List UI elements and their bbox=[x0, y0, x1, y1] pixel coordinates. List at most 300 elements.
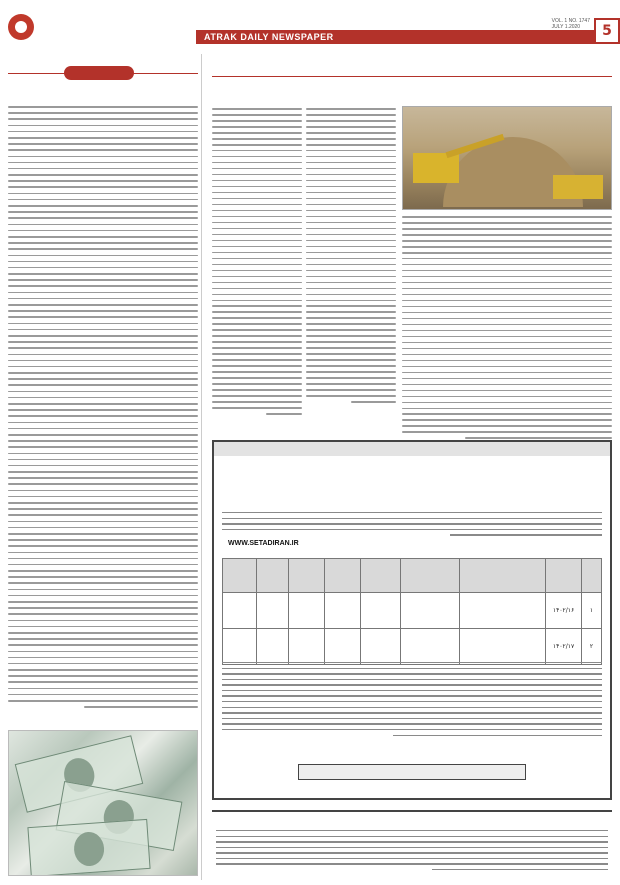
text-line-placeholder bbox=[8, 285, 198, 287]
text-line-placeholder bbox=[212, 186, 302, 188]
masthead bbox=[0, 0, 620, 52]
text-line-placeholder bbox=[8, 347, 198, 349]
table-header-row bbox=[223, 559, 602, 593]
text-line-placeholder bbox=[306, 383, 396, 385]
cell-tender-number: ۱۴۰۲/۱۷ bbox=[546, 629, 582, 665]
text-line-placeholder bbox=[402, 360, 612, 362]
text-line-placeholder bbox=[8, 465, 198, 467]
text-line-placeholder bbox=[306, 168, 396, 170]
text-line-placeholder bbox=[306, 240, 396, 242]
text-line-placeholder bbox=[432, 869, 608, 870]
text-line-placeholder bbox=[306, 335, 396, 337]
text-line-placeholder bbox=[8, 372, 198, 374]
text-line-placeholder bbox=[212, 365, 302, 367]
cell-bid-open bbox=[223, 629, 257, 665]
text-line-placeholder bbox=[8, 131, 198, 133]
tender-table bbox=[222, 558, 602, 665]
text-line-placeholder bbox=[222, 707, 602, 708]
text-line-placeholder bbox=[8, 193, 198, 195]
text-line-placeholder bbox=[402, 425, 612, 427]
text-line-placeholder bbox=[8, 675, 198, 677]
text-line-placeholder bbox=[402, 384, 612, 386]
text-line-placeholder bbox=[8, 236, 198, 238]
truck-shape bbox=[553, 175, 603, 199]
text-line-placeholder bbox=[351, 401, 396, 403]
text-line-placeholder bbox=[8, 267, 198, 269]
text-line-placeholder bbox=[8, 471, 198, 473]
text-line-placeholder bbox=[8, 570, 198, 572]
text-line-placeholder bbox=[8, 298, 198, 300]
text-line-placeholder bbox=[8, 502, 198, 504]
table-row bbox=[223, 593, 602, 629]
cell-bid-open bbox=[223, 593, 257, 629]
text-line-placeholder bbox=[8, 440, 198, 442]
page-number: 5 bbox=[594, 18, 620, 44]
col-header bbox=[400, 559, 460, 593]
text-line-placeholder bbox=[402, 342, 612, 344]
text-line-placeholder bbox=[306, 252, 396, 254]
text-line-placeholder bbox=[306, 186, 396, 188]
text-line-placeholder bbox=[212, 192, 302, 194]
text-line-placeholder bbox=[465, 437, 612, 439]
text-line-placeholder bbox=[306, 108, 396, 110]
text-line-placeholder bbox=[212, 198, 302, 200]
text-line-placeholder bbox=[402, 216, 612, 218]
text-line-placeholder bbox=[212, 407, 302, 409]
text-line-placeholder bbox=[402, 366, 612, 368]
text-line-placeholder bbox=[8, 527, 198, 529]
text-line-placeholder bbox=[212, 108, 302, 110]
text-line-placeholder bbox=[306, 353, 396, 355]
text-line-placeholder bbox=[84, 706, 198, 708]
text-line-placeholder bbox=[306, 347, 396, 349]
headline-divider bbox=[212, 76, 612, 77]
text-line-placeholder bbox=[212, 311, 302, 313]
text-line-placeholder bbox=[212, 150, 302, 152]
text-line-placeholder bbox=[8, 168, 198, 170]
text-line-placeholder bbox=[8, 459, 198, 461]
notice-topbar bbox=[214, 442, 610, 456]
issue-date-block bbox=[104, 8, 184, 11]
text-line-placeholder bbox=[8, 607, 198, 609]
text-line-placeholder bbox=[306, 198, 396, 200]
text-line-placeholder bbox=[8, 186, 198, 188]
text-line-placeholder bbox=[402, 228, 612, 230]
text-line-placeholder bbox=[402, 336, 612, 338]
text-line-placeholder bbox=[306, 365, 396, 367]
newspaper-logo[interactable] bbox=[8, 6, 100, 50]
text-line-placeholder bbox=[212, 114, 302, 116]
text-line-placeholder bbox=[402, 288, 612, 290]
text-line-placeholder bbox=[8, 453, 198, 455]
text-line-placeholder bbox=[222, 512, 602, 513]
text-line-placeholder bbox=[212, 347, 302, 349]
text-line-placeholder bbox=[8, 508, 198, 510]
text-line-placeholder bbox=[8, 360, 198, 362]
table-row bbox=[223, 629, 602, 665]
text-line-placeholder bbox=[306, 246, 396, 248]
article-column-left bbox=[212, 108, 302, 419]
text-line-placeholder bbox=[306, 180, 396, 182]
banknote bbox=[27, 819, 150, 876]
text-line-placeholder bbox=[212, 335, 302, 337]
text-line-placeholder bbox=[222, 518, 602, 519]
text-line-placeholder bbox=[212, 359, 302, 361]
text-line-placeholder bbox=[8, 539, 198, 541]
text-line-placeholder bbox=[222, 712, 602, 713]
text-line-placeholder bbox=[212, 371, 302, 373]
text-line-placeholder bbox=[8, 601, 198, 603]
text-line-placeholder bbox=[306, 114, 396, 116]
text-line-placeholder bbox=[306, 216, 396, 218]
text-line-placeholder bbox=[8, 242, 198, 244]
legal-notice-footer bbox=[212, 810, 612, 880]
cell-docs-price bbox=[360, 593, 400, 629]
text-line-placeholder bbox=[8, 688, 198, 690]
text-line-placeholder bbox=[212, 323, 302, 325]
text-line-placeholder bbox=[222, 679, 602, 680]
text-line-placeholder bbox=[216, 830, 608, 831]
text-line-placeholder bbox=[8, 255, 198, 257]
text-line-placeholder bbox=[402, 419, 612, 421]
text-line-placeholder bbox=[212, 252, 302, 254]
text-line-placeholder bbox=[306, 294, 396, 296]
text-line-placeholder bbox=[8, 279, 198, 281]
text-line-placeholder bbox=[212, 240, 302, 242]
text-line-placeholder bbox=[8, 496, 198, 498]
notice-intro-text bbox=[222, 512, 602, 540]
text-line-placeholder bbox=[8, 217, 198, 219]
text-line-placeholder bbox=[8, 545, 198, 547]
text-line-placeholder bbox=[402, 354, 612, 356]
text-line-placeholder bbox=[216, 858, 608, 859]
col-header bbox=[223, 559, 257, 593]
text-line-placeholder bbox=[212, 389, 302, 391]
text-line-placeholder bbox=[306, 276, 396, 278]
text-line-placeholder bbox=[306, 359, 396, 361]
text-line-placeholder bbox=[402, 413, 612, 415]
text-line-placeholder bbox=[306, 126, 396, 128]
text-line-placeholder bbox=[212, 276, 302, 278]
text-line-placeholder bbox=[222, 523, 602, 524]
text-line-placeholder bbox=[212, 270, 302, 272]
cell-opening-date bbox=[256, 593, 288, 629]
text-line-placeholder bbox=[402, 222, 612, 224]
text-line-placeholder bbox=[393, 735, 602, 736]
text-line-placeholder bbox=[8, 137, 198, 139]
text-line-placeholder bbox=[8, 434, 198, 436]
text-line-placeholder bbox=[8, 428, 198, 430]
text-line-placeholder bbox=[306, 138, 396, 140]
text-line-placeholder bbox=[212, 168, 302, 170]
text-line-placeholder bbox=[8, 681, 198, 683]
text-line-placeholder bbox=[306, 270, 396, 272]
text-line-placeholder bbox=[8, 552, 198, 554]
text-line-placeholder bbox=[402, 270, 612, 272]
text-line-placeholder bbox=[8, 366, 198, 368]
text-line-placeholder bbox=[402, 408, 612, 410]
text-line-placeholder bbox=[8, 248, 198, 250]
text-line-placeholder bbox=[8, 292, 198, 294]
text-line-placeholder bbox=[212, 234, 302, 236]
column-label bbox=[64, 66, 134, 80]
text-line-placeholder bbox=[402, 246, 612, 248]
text-line-placeholder bbox=[8, 490, 198, 492]
dollar-bills-photo bbox=[8, 730, 198, 876]
text-line-placeholder bbox=[212, 162, 302, 164]
text-line-placeholder bbox=[8, 613, 198, 615]
text-line-placeholder bbox=[306, 162, 396, 164]
article-column-middle bbox=[306, 108, 396, 407]
text-line-placeholder bbox=[306, 210, 396, 212]
text-line-placeholder bbox=[216, 863, 608, 864]
cell-bond bbox=[400, 629, 460, 665]
text-line-placeholder bbox=[8, 657, 198, 659]
text-line-placeholder bbox=[306, 228, 396, 230]
text-line-placeholder bbox=[8, 638, 198, 640]
text-line-placeholder bbox=[8, 415, 198, 417]
logo-seal-icon bbox=[8, 14, 34, 40]
cell-subject bbox=[460, 629, 546, 665]
text-line-placeholder bbox=[8, 143, 198, 145]
text-line-placeholder bbox=[8, 694, 198, 696]
text-line-placeholder bbox=[8, 533, 198, 535]
text-line-placeholder bbox=[306, 377, 396, 379]
text-line-placeholder bbox=[8, 273, 198, 275]
text-line-placeholder bbox=[212, 300, 302, 302]
text-line-placeholder bbox=[222, 684, 602, 685]
tender-notice bbox=[212, 440, 612, 800]
text-line-placeholder bbox=[8, 644, 198, 646]
text-line-placeholder bbox=[8, 651, 198, 653]
text-line-placeholder bbox=[212, 204, 302, 206]
cell-submit-deadline bbox=[288, 629, 324, 665]
text-line-placeholder bbox=[212, 138, 302, 140]
text-line-placeholder bbox=[222, 718, 602, 719]
cell-submit-deadline bbox=[288, 593, 324, 629]
mining-site-photo bbox=[402, 106, 612, 210]
text-line-placeholder bbox=[216, 841, 608, 842]
text-line-placeholder bbox=[212, 210, 302, 212]
text-line-placeholder bbox=[8, 663, 198, 665]
text-line-placeholder bbox=[402, 431, 612, 433]
text-line-placeholder bbox=[306, 323, 396, 325]
text-line-placeholder bbox=[402, 276, 612, 278]
cell-sale-date bbox=[324, 593, 360, 629]
volume-info bbox=[552, 18, 590, 30]
text-line-placeholder bbox=[306, 258, 396, 260]
text-line-placeholder bbox=[306, 192, 396, 194]
text-line-placeholder bbox=[212, 228, 302, 230]
text-line-placeholder bbox=[306, 144, 396, 146]
text-line-placeholder bbox=[222, 662, 602, 663]
text-line-placeholder bbox=[8, 310, 198, 312]
text-line-placeholder bbox=[8, 582, 198, 584]
cell-bond bbox=[400, 593, 460, 629]
cell-docs-price bbox=[360, 629, 400, 665]
text-line-placeholder bbox=[306, 311, 396, 313]
text-line-placeholder bbox=[306, 317, 396, 319]
text-line-placeholder bbox=[212, 180, 302, 182]
text-line-placeholder bbox=[8, 304, 198, 306]
text-line-placeholder bbox=[402, 318, 612, 320]
text-line-placeholder bbox=[306, 371, 396, 373]
text-line-placeholder bbox=[8, 669, 198, 671]
text-line-placeholder bbox=[8, 125, 198, 127]
text-line-placeholder bbox=[8, 211, 198, 213]
text-line-placeholder bbox=[8, 403, 198, 405]
left-column bbox=[4, 54, 202, 880]
text-line-placeholder bbox=[8, 384, 198, 386]
text-line-placeholder bbox=[8, 446, 198, 448]
text-line-placeholder bbox=[8, 106, 198, 108]
text-line-placeholder bbox=[306, 174, 396, 176]
text-line-placeholder bbox=[8, 149, 198, 151]
text-line-placeholder bbox=[8, 700, 198, 702]
text-line-placeholder bbox=[216, 847, 608, 848]
text-line-placeholder bbox=[216, 836, 608, 837]
text-line-placeholder bbox=[8, 378, 198, 380]
text-line-placeholder bbox=[212, 377, 302, 379]
text-line-placeholder bbox=[212, 126, 302, 128]
text-line-placeholder bbox=[402, 348, 612, 350]
text-line-placeholder bbox=[212, 258, 302, 260]
text-line-placeholder bbox=[402, 330, 612, 332]
sidebar-article-body bbox=[8, 106, 198, 718]
text-line-placeholder bbox=[216, 852, 608, 853]
text-line-placeholder bbox=[8, 118, 198, 120]
text-line-placeholder bbox=[8, 514, 198, 516]
text-line-placeholder bbox=[222, 673, 602, 674]
notice-conditions-text bbox=[222, 662, 602, 740]
text-line-placeholder bbox=[212, 353, 302, 355]
text-line-placeholder bbox=[8, 341, 198, 343]
text-line-placeholder bbox=[306, 389, 396, 391]
text-line-placeholder bbox=[402, 372, 612, 374]
text-line-placeholder bbox=[8, 329, 198, 331]
text-line-placeholder bbox=[402, 234, 612, 236]
text-line-placeholder bbox=[8, 224, 198, 226]
text-line-placeholder bbox=[402, 378, 612, 380]
cell-tender-number: ۱۴۰۲/۱۶ bbox=[546, 593, 582, 629]
text-line-placeholder bbox=[212, 264, 302, 266]
col-header bbox=[288, 559, 324, 593]
text-line-placeholder bbox=[306, 132, 396, 134]
text-line-placeholder bbox=[402, 282, 612, 284]
text-line-placeholder bbox=[8, 335, 198, 337]
text-line-placeholder bbox=[8, 483, 198, 485]
text-line-placeholder bbox=[212, 383, 302, 385]
text-line-placeholder bbox=[306, 156, 396, 158]
notice-signature bbox=[298, 764, 526, 780]
text-line-placeholder bbox=[8, 422, 198, 424]
article-column-right bbox=[402, 216, 612, 443]
text-line-placeholder bbox=[212, 288, 302, 290]
col-header bbox=[256, 559, 288, 593]
text-line-placeholder bbox=[212, 222, 302, 224]
text-line-placeholder bbox=[306, 282, 396, 284]
text-line-placeholder bbox=[8, 521, 198, 523]
text-line-placeholder bbox=[402, 312, 612, 314]
text-line-placeholder bbox=[222, 723, 602, 724]
text-line-placeholder bbox=[212, 305, 302, 307]
text-line-placeholder bbox=[8, 316, 198, 318]
col-header bbox=[546, 559, 582, 593]
col-header bbox=[460, 559, 546, 593]
text-line-placeholder bbox=[222, 668, 602, 669]
text-line-placeholder bbox=[402, 252, 612, 254]
text-line-placeholder bbox=[212, 216, 302, 218]
text-line-placeholder bbox=[212, 341, 302, 343]
text-line-placeholder bbox=[402, 402, 612, 404]
text-line-placeholder bbox=[306, 341, 396, 343]
text-line-placeholder bbox=[402, 390, 612, 392]
volume-date: JULY 1.2020 bbox=[551, 24, 581, 30]
text-line-placeholder bbox=[212, 144, 302, 146]
text-line-placeholder bbox=[306, 288, 396, 290]
text-line-placeholder bbox=[222, 690, 602, 691]
text-line-placeholder bbox=[212, 401, 302, 403]
text-line-placeholder bbox=[222, 695, 602, 696]
text-line-placeholder bbox=[266, 413, 302, 415]
text-line-placeholder bbox=[8, 589, 198, 591]
paper-name-english: ATRAK DAILY NEWSPAPER bbox=[204, 32, 334, 42]
text-line-placeholder bbox=[8, 230, 198, 232]
col-header bbox=[360, 559, 400, 593]
text-line-placeholder bbox=[8, 595, 198, 597]
text-line-placeholder bbox=[402, 258, 612, 260]
text-line-placeholder bbox=[212, 246, 302, 248]
text-line-placeholder bbox=[8, 564, 198, 566]
section-bar bbox=[196, 18, 620, 44]
text-line-placeholder bbox=[222, 529, 602, 530]
text-line-placeholder bbox=[8, 180, 198, 182]
text-line-placeholder bbox=[8, 397, 198, 399]
text-line-placeholder bbox=[212, 132, 302, 134]
text-line-placeholder bbox=[306, 120, 396, 122]
text-line-placeholder bbox=[212, 294, 302, 296]
text-line-placeholder bbox=[306, 234, 396, 236]
text-line-placeholder bbox=[8, 205, 198, 207]
setadiran-url[interactable]: WWW.SETADIRAN.IR bbox=[228, 540, 299, 547]
text-line-placeholder bbox=[8, 199, 198, 201]
text-line-placeholder bbox=[402, 300, 612, 302]
text-line-placeholder bbox=[212, 120, 302, 122]
text-line-placeholder bbox=[402, 264, 612, 266]
cell-row-number: ۲ bbox=[582, 629, 602, 665]
text-line-placeholder bbox=[8, 323, 198, 325]
text-line-placeholder bbox=[8, 626, 198, 628]
excavator-shape bbox=[413, 153, 459, 183]
cell-subject bbox=[460, 593, 546, 629]
text-line-placeholder bbox=[8, 112, 198, 114]
text-line-placeholder bbox=[306, 150, 396, 152]
text-line-placeholder bbox=[8, 156, 198, 158]
text-line-placeholder bbox=[212, 156, 302, 158]
text-line-placeholder bbox=[306, 395, 396, 397]
col-header bbox=[582, 559, 602, 593]
text-line-placeholder bbox=[222, 729, 602, 730]
text-line-placeholder bbox=[8, 620, 198, 622]
text-line-placeholder bbox=[8, 354, 198, 356]
text-line-placeholder bbox=[8, 162, 198, 164]
cell-opening-date bbox=[256, 629, 288, 665]
text-line-placeholder bbox=[306, 305, 396, 307]
text-line-placeholder bbox=[8, 261, 198, 263]
text-line-placeholder bbox=[212, 395, 302, 397]
text-line-placeholder bbox=[8, 632, 198, 634]
footer-text bbox=[216, 830, 608, 875]
